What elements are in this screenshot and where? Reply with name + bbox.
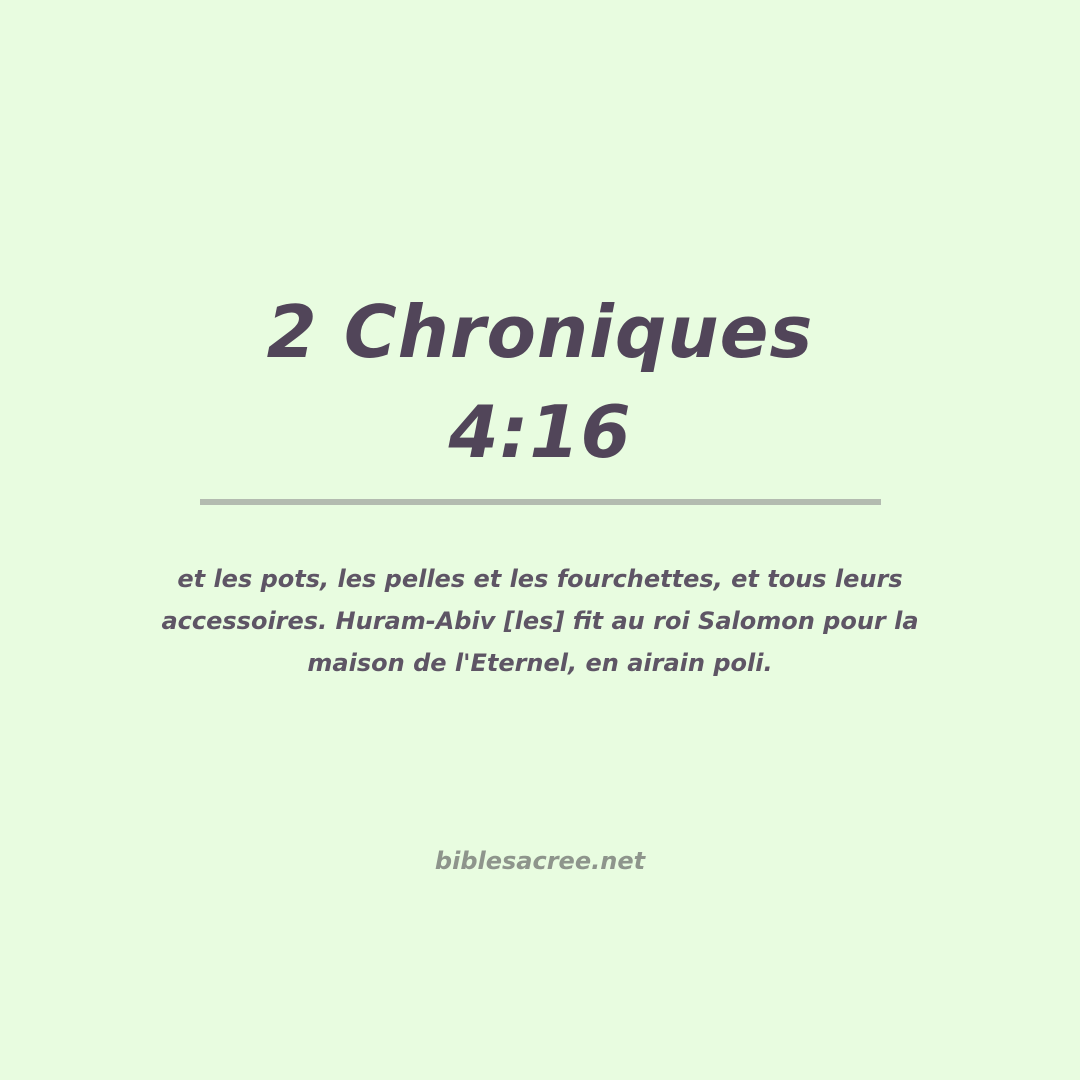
- verse-reference-title: [140, 282, 940, 482]
- verse-text: et les pots, les pelles et les fourchettes, et tous leurs accessoires. Huram-Abiv [les] fit au roi Salomon pour la maison de l'Eternel, en airain poli.: [161, 565, 919, 677]
- chapter-verse: 4:16: [448, 390, 632, 474]
- site-credit: biblesacree.net: [434, 847, 646, 875]
- divider-line: [200, 499, 881, 505]
- book-name: 2 Chroniques: [266, 290, 814, 374]
